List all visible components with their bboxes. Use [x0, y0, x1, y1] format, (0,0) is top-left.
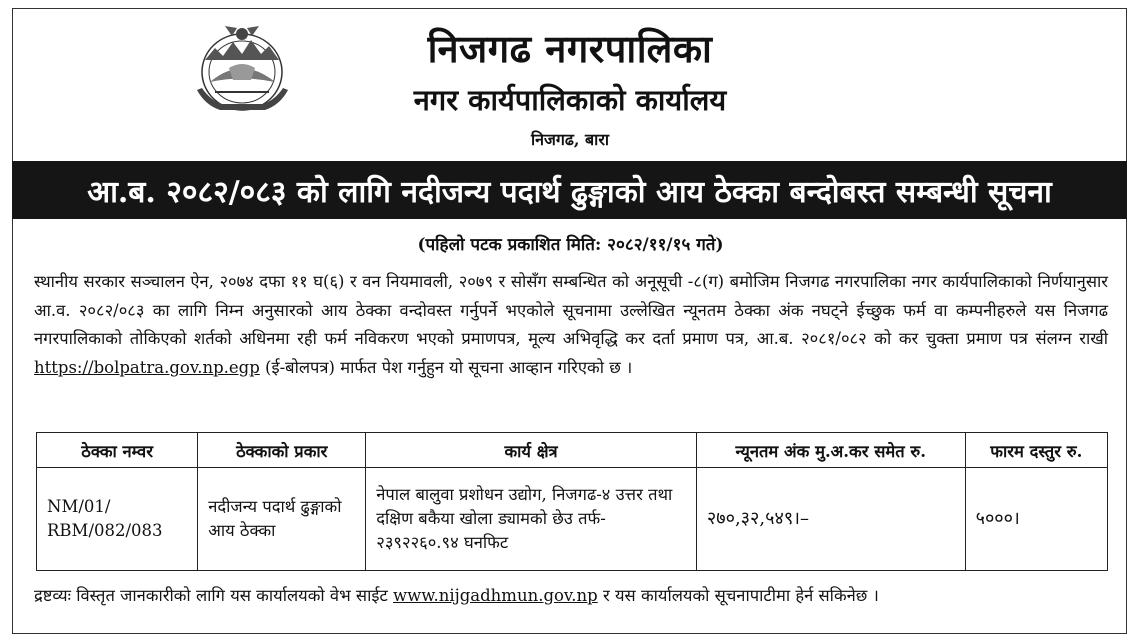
cell-contract-type: नदीजन्य पदार्थ ढुङ्गाको आय ठेक्का [198, 468, 366, 571]
bolpatra-link[interactable]: https://bolpatra.gov.np.egp [34, 357, 260, 377]
notice-text-part1: स्थानीय सरकार सञ्चालन ऐन, २०७४ दफा ११ घ(६) र वन नियमावली, २०७९ र सोसँग सम्बन्धित को अनूसूची -८(ग) बमोजिम निजगढ नगरपालिका नगर कार्यपालिकाको निर्णयानुसार आ.व. २०८२/०८३ का लागि निम्न अनुसारको आय ठेक्का वन्दोवस्त गर्नुपर्ने भएकोले सूचनामा उल्लेखित न्यूनतम ठेक्का अंक नघट्ने ईच्छुक फर्म वा कम्पनीहरुले यस निजगढ नगरपालिकाको तोकिएको शर्तको अधिनमा रही फर्म नविकरण भएको प्रमाणपत्र, मूल्य अभिवृद्धि कर दर्ता प्रमाण पत्र, आ.ब. २०८१/०८२ को कर चुक्ता प्रमाण पत्र संलग्न राखी [34, 272, 1108, 348]
header-contract-type: ठेक्काको प्रकार [198, 433, 366, 468]
cell-contract-no: NM/01/ RBM/082/083 [37, 468, 198, 571]
header-work-area: कार्य क्षेत्र [366, 433, 697, 468]
tender-table [36, 432, 1108, 571]
header-contract-no: ठेक्का नम्वर [37, 433, 198, 468]
header-min-amount: न्यूनतम अंक मु.अ.कर समेत रु. [696, 433, 965, 468]
notice-paragraph [34, 268, 1108, 382]
publication-date: (पहिलो पटक प्रकाशित मिति: २०८२/११/१५ गते) [417, 235, 724, 255]
cell-work-area: नेपाल बालुवा प्रशोधन उद्योग, निजगढ-४ उत्तर तथा दक्षिण बकैया खोला ड्यामको छेउ तर्फ- २३९२२६०.९४ घनफिट [366, 468, 697, 571]
notice-banner-text: आ.ब. २०८२/०८३ को लागि नदीजन्य पदार्थ ढुङ्गाको आय ठेक्का बन्दोबस्त सम्बन्धी सूचना [87, 174, 1052, 210]
notice-banner [12, 161, 1127, 219]
notice-text-part2: (ई-बोलपत्र) मार्फत पेश गर्नुहुन यो सूचना आव्हान गरिएको छ । [259, 357, 633, 377]
website-link[interactable]: www.nijgadhmun.gov.np [393, 586, 598, 605]
table-header-row [37, 433, 1108, 468]
office-subtitle: नगर कार्यपालिकाको कार्यालय [413, 83, 727, 117]
header-form-fee: फारम दस्तुर रु. [965, 433, 1107, 468]
cell-min-amount: २७०,३२,५४९।– [696, 468, 965, 571]
footnote-text-part2: र यस कार्यालयको सूचनापाटीमा हेर्न सकिनेछ । [597, 586, 879, 605]
nepal-emblem-icon [185, 20, 300, 120]
office-location: निजगढ, बारा [530, 130, 610, 149]
footnote-text-part1: द्रष्टव्यः विस्तृत जानकारीको लागि यस कार्यालयको वेभ साईट [34, 586, 394, 605]
cell-form-fee: ५०००। [965, 468, 1107, 571]
municipality-title: निजगढ नगरपालिका [427, 26, 713, 71]
table-row [37, 468, 1108, 571]
footnote [34, 583, 1108, 606]
